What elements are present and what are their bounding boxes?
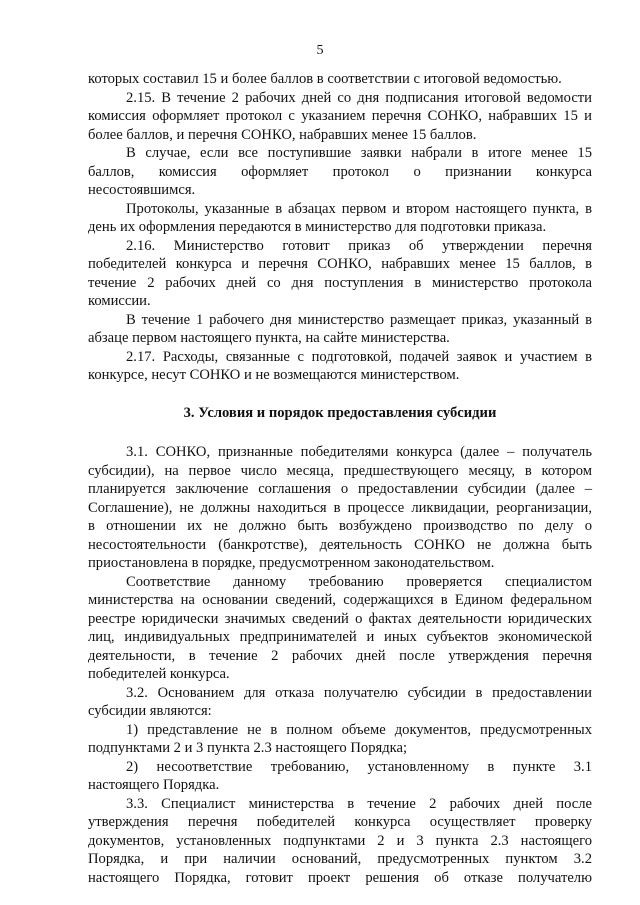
text-line: 2) несоответствие требованию, установленному в пункте 3.1 bbox=[126, 758, 592, 775]
paragraph bbox=[88, 200, 592, 237]
text-line: настоящего Порядка. bbox=[88, 777, 220, 793]
paragraph bbox=[88, 573, 592, 684]
text-line: несостоятельности (банкротстве), деятельность СОНКО не должна быть bbox=[88, 536, 592, 553]
paragraph bbox=[88, 311, 592, 348]
text-line: 3.2. Основанием для отказа получателю субсидии в предоставлении bbox=[126, 684, 592, 701]
paragraph bbox=[88, 443, 592, 573]
text-line: которых составил 15 и более баллов в соответствии с итоговой ведомостью. bbox=[88, 71, 562, 87]
text-line: министерства на основании сведений, содержащихся в Едином федеральном bbox=[88, 592, 592, 608]
paragraph bbox=[88, 684, 592, 721]
text-line: планируется заключение соглашения о предоставлении субсидии (далее – bbox=[88, 481, 592, 497]
text-line: 2.15. В течение 2 рабочих дней со дня подписания итоговой ведомости bbox=[126, 89, 592, 106]
text-line: субсидии), на первое число месяца, предшествующего месяцу, в котором bbox=[88, 462, 592, 479]
text-line: субсидии являются: bbox=[88, 703, 212, 719]
paragraph bbox=[88, 348, 592, 385]
text-line: в отношении их не должно быть возбуждено производство по делу о bbox=[88, 518, 592, 534]
paragraph bbox=[88, 70, 592, 89]
text-line: несостоявшимся. bbox=[88, 182, 196, 198]
text-line: 3.3. Специалист министерства в течение 2 рабочих дней после bbox=[126, 795, 592, 812]
section-heading: 3. Условия и порядок предоставления субсидии bbox=[183, 404, 497, 421]
text-line: победителей конкурса и перечня СОНКО, набравших менее 15 баллов, в bbox=[88, 256, 592, 272]
text-line: 2.16. Министерство готовит приказ об утверждении перечня bbox=[126, 237, 592, 254]
text-line: 2.17. Расходы, связанные с подготовкой, подачей заявок и участием в bbox=[126, 348, 592, 365]
document-body bbox=[88, 70, 592, 887]
paragraphs-bottom bbox=[88, 443, 592, 887]
text-line: Протоколы, указанные в абзацах первом и втором настоящего пункта, в bbox=[126, 200, 592, 217]
text-line: победителей конкурса. bbox=[88, 666, 230, 682]
text-line: Порядка, и при наличии оснований, предусмотренных пунктом 3.2 bbox=[88, 851, 592, 867]
text-line: течение 2 рабочих дней со дня поступления в министерство протокола bbox=[88, 274, 592, 291]
text-line: комиссии. bbox=[88, 293, 151, 309]
text-line: Соответствие данному требованию проверяется специалистом bbox=[126, 573, 592, 590]
text-line: комиссия оформляет протокол с указанием перечня СОНКО, набравших 15 и bbox=[88, 108, 592, 124]
text-line: деятельности, в течение 2 рабочих дней после утверждения перечня bbox=[88, 647, 592, 664]
text-line: настоящего Порядка, готовит проект решения об отказе получателю bbox=[88, 869, 592, 886]
text-line: 3.1. СОНКО, признанные победителями конкурса (далее – получатель bbox=[126, 444, 592, 460]
text-line: более баллов, и перечня СОНКО, набравших менее 15 баллов. bbox=[88, 126, 477, 143]
text-line: документов, установленных подпунктами 2 и 3 пункта 2.3 настоящего bbox=[88, 832, 592, 849]
page-number: 5 bbox=[316, 43, 324, 58]
text-line: В течение 1 рабочего дня министерство размещает приказ, указанный в bbox=[126, 311, 592, 328]
paragraph bbox=[88, 237, 592, 311]
paragraphs-top bbox=[88, 70, 592, 385]
text-line: Соглашение), не должны находиться в процессе ликвидации, реорганизации, bbox=[88, 499, 592, 516]
text-line: приостановлена в порядке, предусмотренном законодательством. bbox=[88, 555, 495, 571]
text-line: баллов, комиссия оформляет протокол о признании конкурса bbox=[88, 163, 592, 180]
paragraph bbox=[88, 758, 592, 795]
text-line: конкурсе, несут СОНКО и не возмещаются министерством. bbox=[88, 367, 460, 383]
paragraph bbox=[88, 721, 592, 758]
text-line: абзаце первом настоящего пункта, на сайте министерства. bbox=[88, 330, 450, 346]
paragraph bbox=[88, 795, 592, 888]
text-line: лиц, индивидуальных предпринимателей и иных субъектов экономической bbox=[88, 629, 592, 645]
text-line: 1) представление не в полном объеме документов, предусмотренных bbox=[126, 721, 592, 738]
text-line: В случае, если все поступившие заявки набрали в итоге менее 15 bbox=[126, 145, 592, 161]
paragraph bbox=[88, 89, 592, 145]
paragraph bbox=[88, 144, 592, 200]
text-line: реестре юридически значимых сведений о фактах деятельности юридических bbox=[88, 610, 592, 627]
text-line: день их оформления передаются в министерство для подготовки приказа. bbox=[88, 219, 547, 235]
text-line: подпунктами 2 и 3 пункта 2.3 настоящего Порядка; bbox=[88, 740, 408, 756]
text-line: утверждения перечня победителей конкурса осуществляет проверку bbox=[88, 814, 592, 830]
